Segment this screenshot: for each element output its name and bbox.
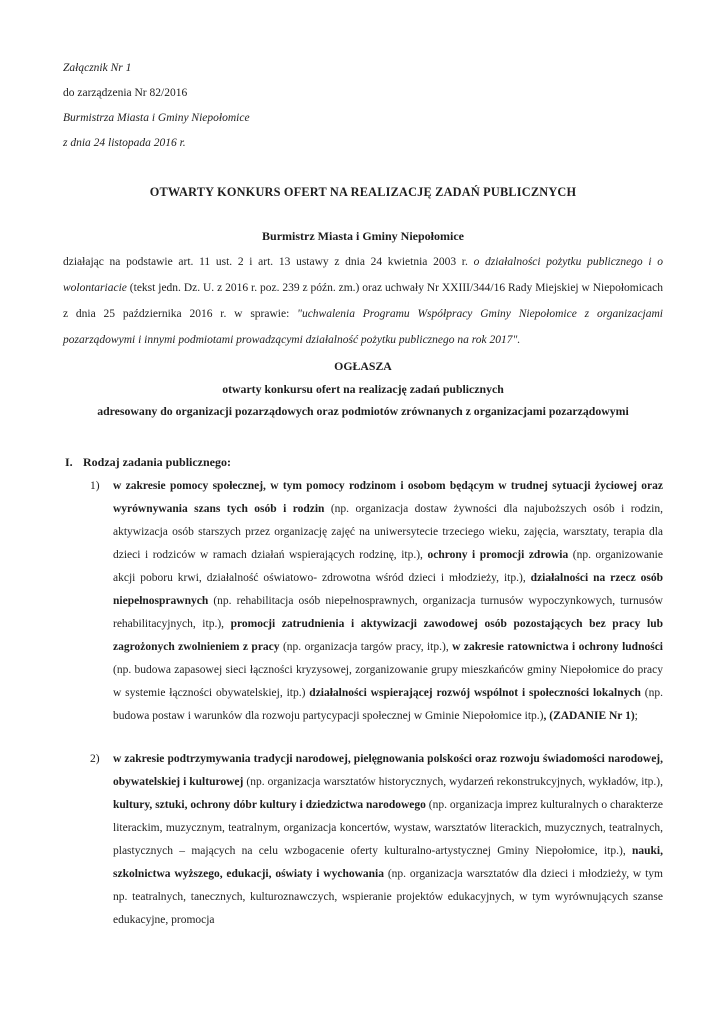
section-number: I. (65, 454, 73, 469)
attachment-note (63, 56, 663, 156)
task-list (63, 475, 663, 932)
list-item-2 (63, 748, 663, 932)
document-title: OTWARTY KONKURS OFERT NA REALIZACJĘ ZADAŃ PUBLICZNYCH (149, 185, 577, 199)
announcement-line-1: OGŁASZA (334, 359, 392, 373)
announcement-line-3: adresowany do organizacji pozarządowych oraz podmiotów zrównanych z organizacjami pozarządowymi (97, 404, 629, 418)
list-item-1-marker: 1) (90, 479, 100, 492)
announcement-line-2: otwarty konkursu ofert na realizację zadań publicznych (222, 381, 504, 396)
legal-basis-paragraph: działając na podstawie art. 11 ust. 2 i art. 13 ustawy z dnia 24 kwietnia 2003 r. o działalności pożytku publicznego i o wolontariacie (tekst jedn. Dz. U. z 2016 r. poz. 239 z późn. zm.) oraz uchwały Nr XXIII/344/16 Rady Miejskiej w Niepołomicach z dnia 25 października 2016 r. w sprawie: "uchwalenia Programu Współpracy Gminy Niepołomice z organizacjami pozarządowymi i innymi podmiotami prowadzącymi działalność pożytku publicznego na rok 2017". (63, 256, 663, 346)
list-item-2-marker: 2) (90, 752, 100, 765)
section-heading (63, 449, 663, 475)
list-item-1-text: w zakresie pomocy społecznej, w tym pomocy rodzinom i osobom będącym w trudnej sytuacji życiowej oraz wyrównywania szans tych osób i rodzin (np. organizacja dostaw żywności dla najuboższych osób i rodzin, aktywizacja osób starszych przez organizację zajęć na uniwersytecie trzeciego wieku, zajęcia, warsztaty, terapia dla dzieci i rodziców w ramach działań wspierających rodzinę, itp.), ochrony i promocji zdrowia (np. organizowanie akcji poboru krwi, działalność oświatowo- zdrowotna wśród dzieci i młodzieży, itp.), działalności na rzecz osób niepełnosprawnych (np. rehabilitacja osób niepełnosprawnych, organizacja turnusów wypoczynkowych, turnusów rehabilitacyjnych, itp.), promocji zatrudnienia i aktywizacji zawodowej osób pozostających bez pracy lub zagrożonych zwolnieniem z pracy (np. organizacja targów pracy, itp.), w zakresie ratownictwa i ochrony ludności (np. budowa zapasowej sieci łączności kryzysowej, zorganizowanie grupy mieszkańców gminy Niepołomice do pracy w systemie łączności obywatelskiej, itp.) działalności wspierającej rozwój wspólnot i społeczności lokalnych (np. budowa postaw i warunków dla rozwoju partycypacji społecznej w Gminie Niepołomice itp.), (ZADANIE Nr 1); (113, 479, 664, 722)
attachment-line-1: Załącznik Nr 1 (63, 62, 132, 74)
list-item-1 (63, 475, 663, 728)
list-item-2-text: w zakresie podtrzymywania tradycji narodowej, pielęgnowania polskości oraz rozwoju świadomości narodowej, obywatelskiej i kulturowej (np. organizacja warsztatów historycznych, wydarzeń rekonstrukcyjnych, wykładów, itp.), kultury, sztuki, ochrony dóbr kultury i dziedzictwa narodowego (np. organizacja imprez kulturalnych o charakterze literackim, muzycznym, teatralnym, organizacja koncertów, wystaw, warsztatów literackich, muzycznych, teatralnych, plastycznych – mających na celu wzbogacenie oferty kulturalno-artystycznej Gminy Niepołomice, itp.), nauki, szkolnictwa wyższego, edukacji, oświaty i wychowania (np. organizacja warsztatów dla dzieci i młodzieży, w tym np. teatralnych, tanecznych, kulturoznawczych, wspieranie projektów edukacyjnych, w tym wyrównujących szanse edukacyjne, promocja (113, 752, 664, 926)
attachment-line-4: z dnia 24 listopada 2016 r. (63, 137, 186, 149)
announcement-block (63, 355, 663, 423)
attachment-line-2: do zarządzenia Nr 82/2016 (63, 87, 188, 99)
section-title: Rodzaj zadania publicznego: (83, 454, 232, 469)
issuer-name: Burmistrz Miasta i Gminy Niepołomice (262, 229, 464, 243)
attachment-line-3: Burmistrza Miasta i Gminy Niepołomice (63, 112, 250, 124)
